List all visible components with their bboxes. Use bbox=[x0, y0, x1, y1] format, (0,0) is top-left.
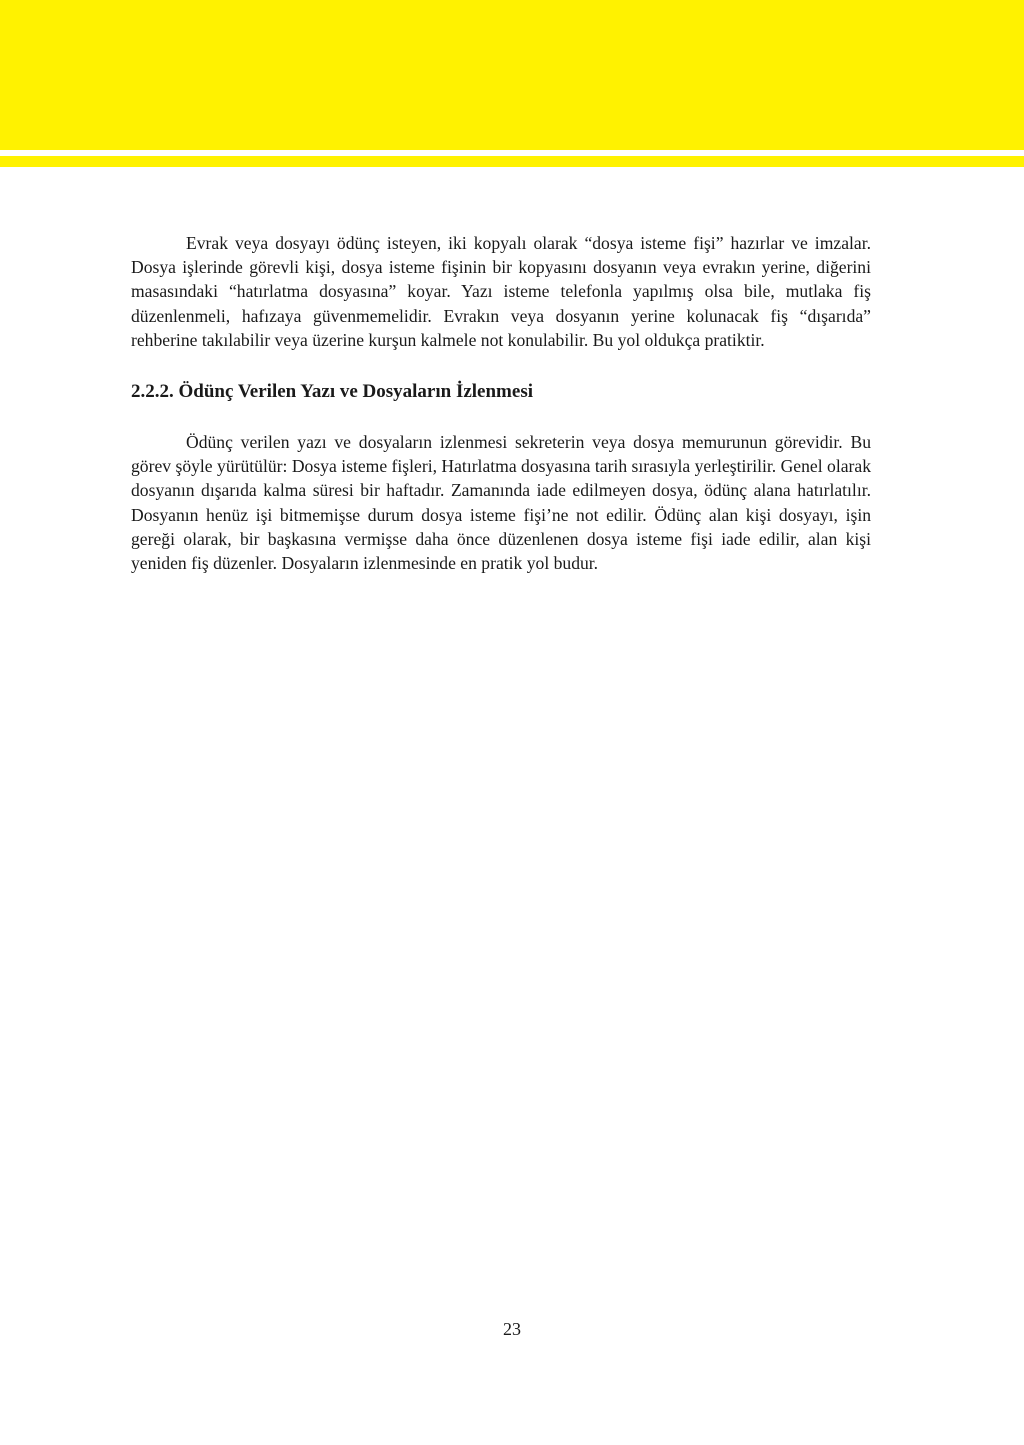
header-yellow-band bbox=[0, 0, 1024, 150]
paragraph-file-tracking: Ödünç verilen yazı ve dosyaların izlenmesi sekreterin veya dosya memurunun görevidir. Bu görev şöyle yürütülür: Dosya isteme fişleri, Hatırlatma dosyasına tarih sırasıyla yerleştirilir. Genel olarak dosyanın dışarıda kalma süresi bir haftadır. Zamanında iade edilmeyen dosya, ödünç alana hatırlatılır. Dosyanın henüz işi bitmemişse durum dosya isteme fişi’ne not edilir. Ödünç alan kişi dosyayı, işin gereği olarak, bir başkasına vermişse daha önce düzenlenen dosya isteme fişi iade edilir, alan kişi yeniden fiş düzenler. Dosyaların izlenmesinde en pratik yol budur. bbox=[131, 432, 871, 574]
paragraph-file-request: Evrak veya dosyayı ödünç isteyen, iki kopyalı olarak “dosya isteme fişi” hazırlar ve imzalar. Dosya işlerinde görevli kişi, dosya isteme fişinin bir kopyasını dosyanın veya evrakın yerine, diğerini masasındaki “hatırlatma dosyasına” koyar. Yazı isteme telefonla yapılmış olsa bile, mutlaka fiş düzenlenmeli, hafızaya güvenmemelidir. Evrakın veya dosyanın yerine kolunacak fiş “dışarıda” rehberine takılabilir veya üzerine kurşun kalmele not konulabilir. Bu yol oldukça pratiktir. bbox=[131, 233, 871, 350]
section-heading: 2.2.2. Ödünç Verilen Yazı ve Dosyaların İzlenmesi bbox=[131, 381, 533, 403]
header-yellow-stripe bbox=[0, 156, 1024, 167]
document-body bbox=[131, 231, 871, 575]
page-number: 23 bbox=[503, 1319, 521, 1339]
